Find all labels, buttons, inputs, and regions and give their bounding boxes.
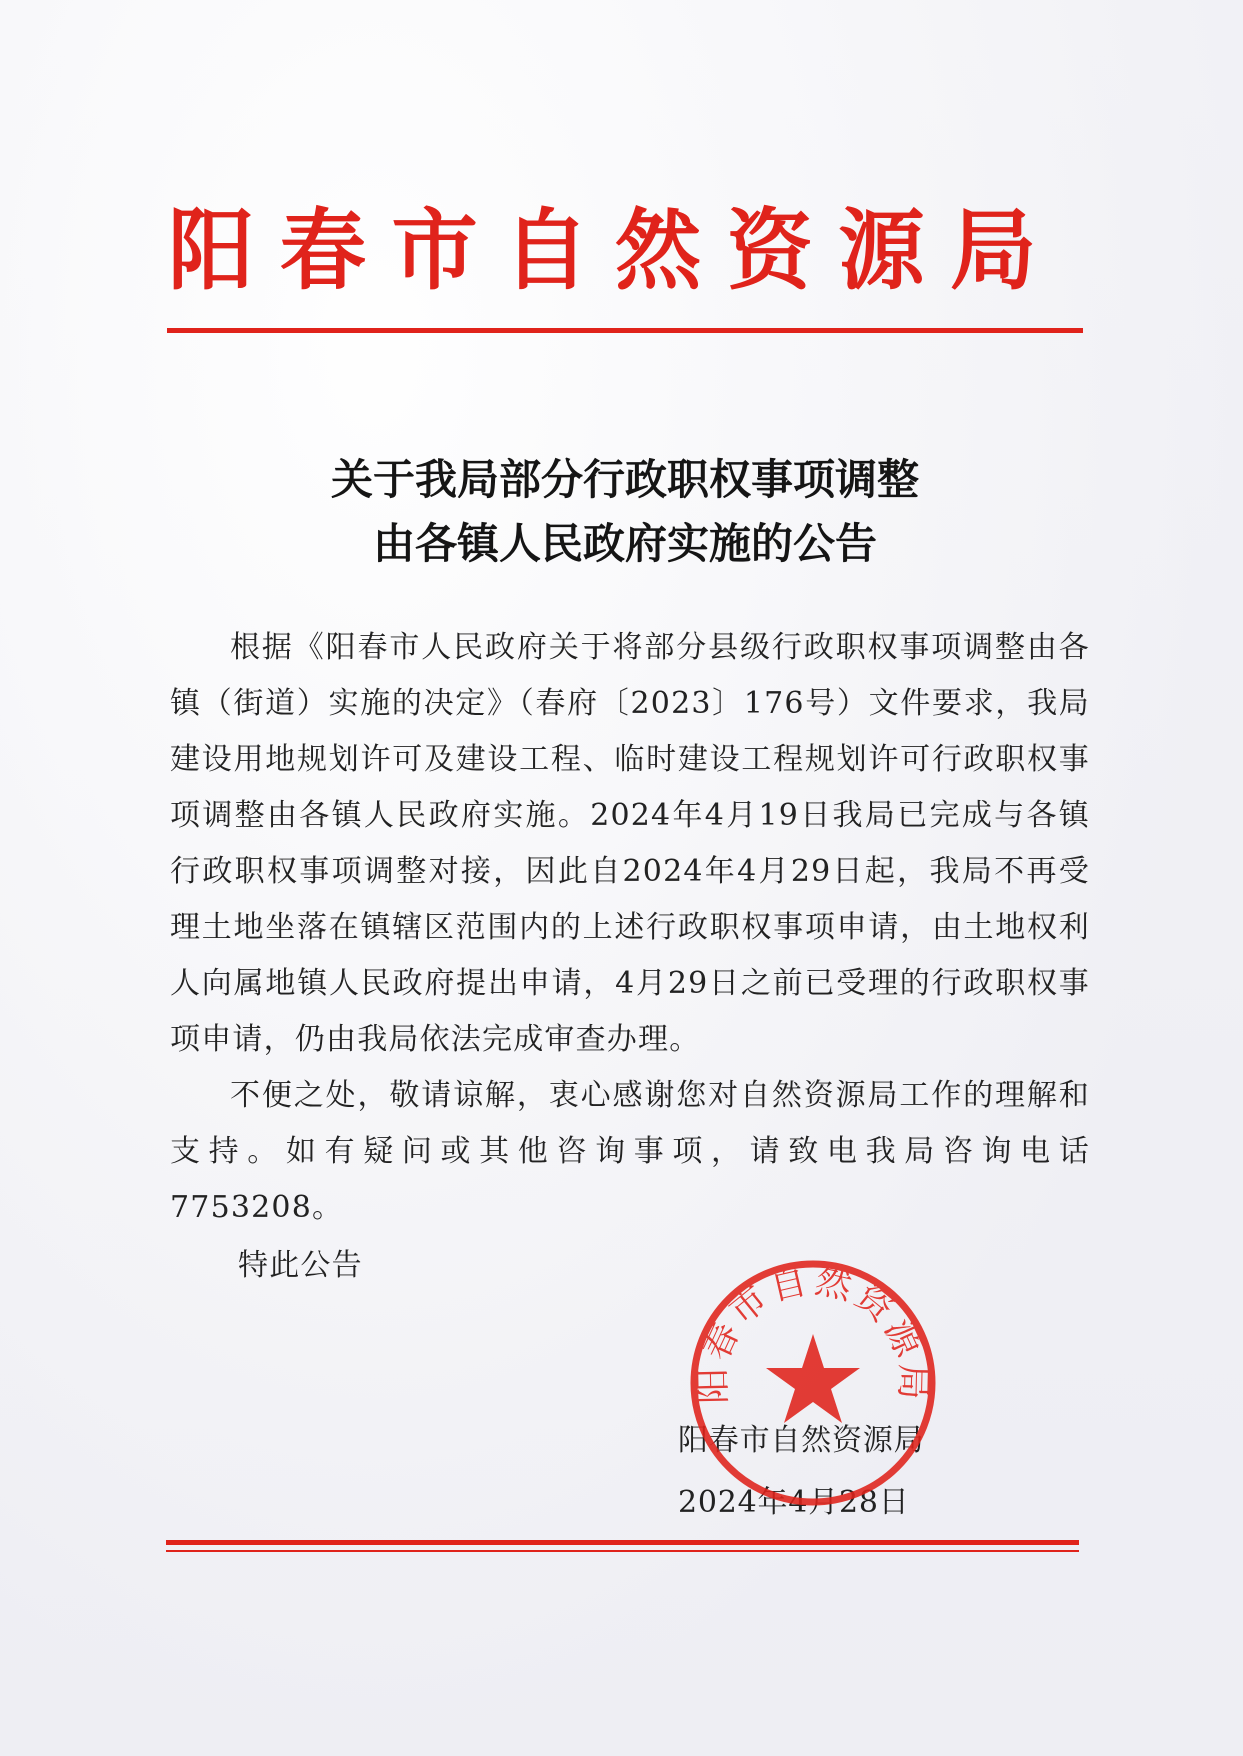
footer-red-rule [166,1540,1079,1545]
closing-remark: 特此公告 [238,1248,363,1283]
official-seal-icon [688,1258,938,1508]
seal-star-icon [766,1334,860,1423]
notice-body [170,620,1090,1236]
signature-date: 2024年4月28日 [678,1485,910,1520]
seal-text: 阳春市自然资源局 [692,1260,934,1405]
letterhead-red-rule [167,328,1083,333]
signature-org: 阳春市自然资源局 [678,1423,925,1458]
notice-title [160,448,1090,576]
body-paragraph-1: 根据《阳春市人民政府关于将部分县级行政职权事项调整由各镇（街道）实施的决定》（春府〔2023〕176号）文件要求，我局建设用地规划许可及建设工程、临时建设工程规划许可行政职权事项调整由各镇人民政府实施。2024年4月19日我局已完成与各镇行政职权事项调整对接，因此自2024年4月29日起，我局不再受理土地坐落在镇辖区范围内的上述行政职权事项申请，由土地权利人向属地镇人民政府提出申请，4月29日之前已受理的行政职权事项申请，仍由我局依法完成审查办理。 [170,630,1090,1057]
body-paragraph-2: 不便之处，敬请谅解，衷心感谢您对自然资源局工作的理解和支持。如有疑问或其他咨询事项，请致电我局咨询电话7753208。 [170,1078,1090,1225]
letterhead-title: 阳春市自然资源局 [168,198,1062,302]
notice-title-line1: 关于我局部分行政职权事项调整 [330,455,919,504]
notice-title-line2: 由各镇人民政府实施的公告 [372,519,877,568]
footer-red-rule-thin [166,1550,1079,1552]
